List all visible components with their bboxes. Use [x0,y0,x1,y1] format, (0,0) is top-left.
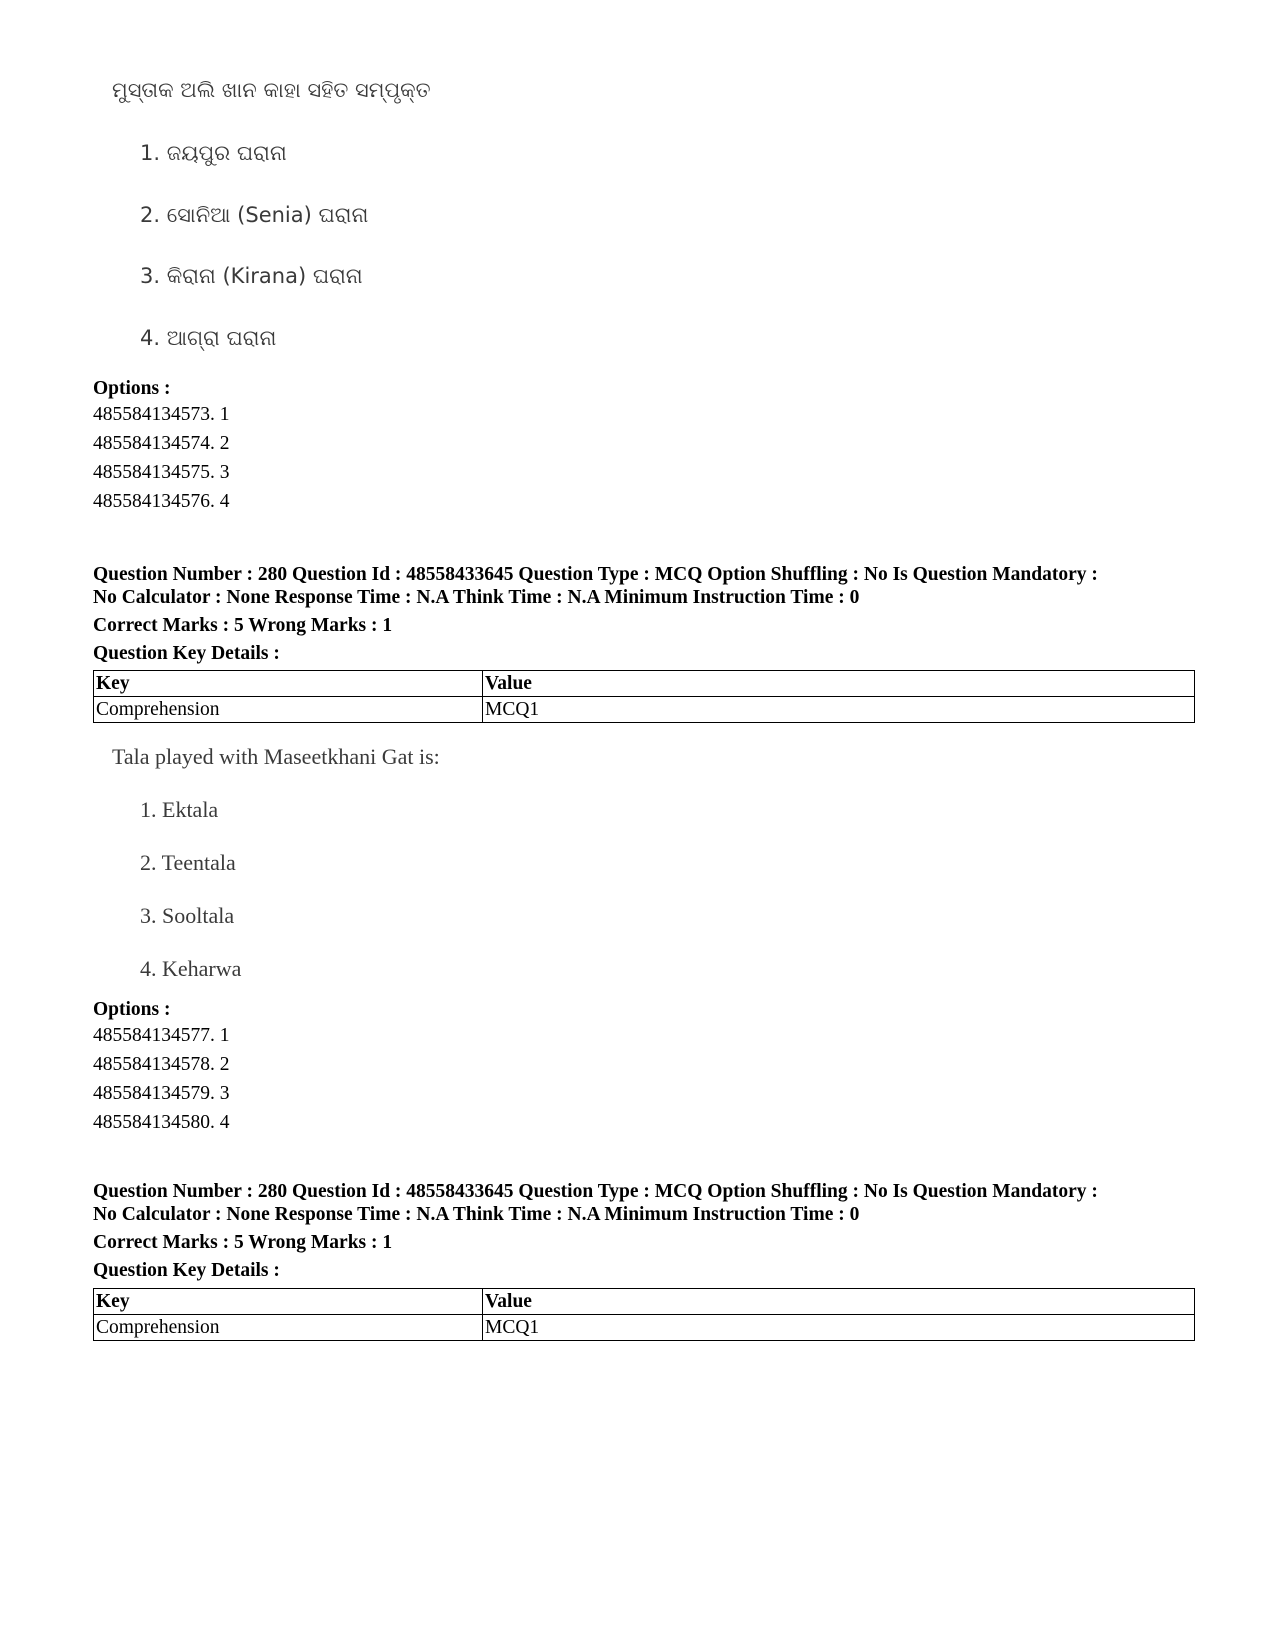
options-label: Options : [93,378,171,399]
option-3: 485584134579. 3 [93,1083,230,1104]
key-details-table-3 [93,1288,1193,1341]
option-1: 485584134577. 1 [93,1025,230,1046]
option-1: 485584134573. 1 [93,404,230,425]
choice-3: 3. Sooltala [140,903,235,928]
key-header: Key [94,1289,483,1315]
marks-line: Correct Marks : 5 Wrong Marks : 1 [93,1232,393,1253]
option-2: 485584134574. 2 [93,433,230,454]
option-2: 485584134578. 2 [93,1054,230,1075]
options-section-1 [93,377,1193,516]
question-stem: Tala played with Maseetkhani Gat is: [112,744,440,769]
choice-1: 1. Ektala [140,797,219,822]
value-cell: MCQ1 [483,1315,1195,1341]
marks-line: Correct Marks : 5 Wrong Marks : 1 [93,615,393,636]
choice-1: 1. ଜୟପୁର ଘରାନା [140,141,287,165]
key-cell: Comprehension [94,697,483,723]
choice-2: 2. ସୋନିଆ (Senia) ଘରାନା [140,203,369,227]
choice-4: 4. Keharwa [140,956,242,981]
value-header: Value [483,671,1195,697]
choice-3: 3. କିରାନା (Kirana) ଘରାନା [140,264,363,288]
option-4: 485584134576. 4 [93,491,230,512]
key-header: Key [94,671,483,697]
option-4: 485584134580. 4 [93,1112,230,1133]
question-stem: ମୁସ୍ତାକ ଅଲି ଖାନ କାହା ସହିତ ସମ୍ପୃକ୍ତ [112,78,431,102]
table-row [94,697,1195,723]
key-details-label: Question Key Details : [93,643,280,664]
table-row [94,1315,1195,1341]
table-header-row [94,1289,1195,1315]
question-meta-line-1: Question Number : 280 Question Id : 48558433645 Question Type : MCQ Option Shuffling : No Is Question Mandatory : [93,1181,1098,1202]
choice-4: 4. ଆଗ୍ରା ଘରାନା [140,326,277,350]
options-label: Options : [93,999,171,1020]
question-meta-line-2: No Calculator : None Response Time : N.A Think Time : N.A Minimum Instruction Time : 0 [93,1204,860,1225]
choice-2: 2. Teentala [140,850,236,875]
table-header-row [94,671,1195,697]
key-cell: Comprehension [94,1315,483,1341]
options-section-2 [93,998,1193,1137]
value-header: Value [483,1289,1195,1315]
key-details-label: Question Key Details : [93,1260,280,1281]
option-3: 485584134575. 3 [93,462,230,483]
key-details-table-2 [93,670,1193,723]
question-meta-line-1: Question Number : 280 Question Id : 48558433645 Question Type : MCQ Option Shuffling : No Is Question Mandatory : [93,564,1098,585]
value-cell: MCQ1 [483,697,1195,723]
question-2-header [93,563,1193,665]
question-3-header [93,1180,1193,1282]
question-meta-line-2: No Calculator : None Response Time : N.A Think Time : N.A Minimum Instruction Time : 0 [93,587,860,608]
